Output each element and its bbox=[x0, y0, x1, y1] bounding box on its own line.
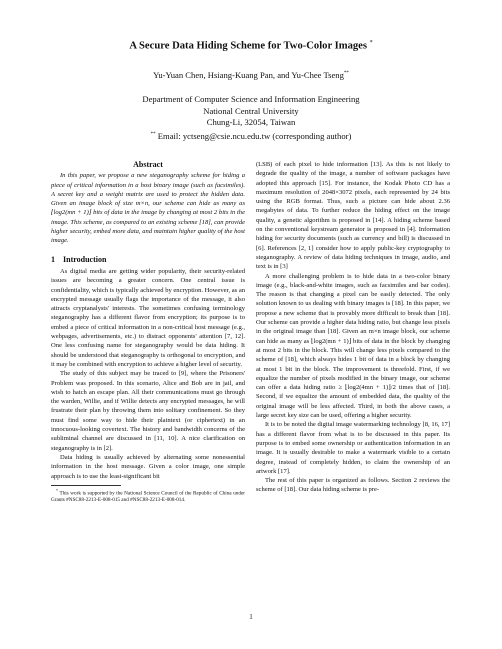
footnote-mark: * bbox=[56, 487, 58, 493]
intro-paragraph: Data hiding is usually achieved by alternating some nonessential information in the host message. Given a color image, one simple approach is to use the least-significant bit bbox=[51, 453, 245, 480]
author-list bbox=[0, 70, 502, 80]
affiliation-department: Department of Computer Science and Information Engineering bbox=[142, 94, 360, 104]
affiliation-email bbox=[0, 129, 502, 142]
intro-paragraph: It is to be noted the digital image watermarking technology [8, 16, 17] has a different flavor from what is to be discussed in this paper. Its purpose is to embed some ownership or authentication information in an image. It is usually desirable to make a watermark visible to a certain degree, instead of completely hidden, to claim the ownership of an artwork [17]. bbox=[256, 421, 450, 475]
intro-paragraph: A more challenging problem is to hide data in a two-color binary image (e.g., black-and-white images, such as facsimiles and bar codes). The reason is that changing a pixel can be easily detected. The only solution known to us dealing with binary images is [18]. In this paper, we propose a new scheme that is provably more difficult to break than [18]. Our scheme can provide a higher data hiding ratio, but change less pixels in the original image than [18]. Given an m×n image block, our scheme can hide as many as ⌊log2(mn + 1)⌋ bits of data in the block by changing at most 2 bits in the block. This will change less pixels compared to the scheme of [18], which always hides 1 bit of data in a block by changing at most 1 bit in the block. The improvement is threefold. First, if we equalize the number of pixels modified in the binary image, our scheme can offer a data hiding ratio ≥ ⌊log2(4mn + 1)⌋/2 times that of [18]. Second, if we equalize the amount of embedded data, the quality of the original image will be less affected. Third, in both the above cases, a large secret key size can be used, offering a higher security. bbox=[256, 272, 450, 420]
footnote-text: This work is supported by the National Science Council of the Republic of China under Grants #NSC88-2213-E-008-015 and #NSC88-2213-E-008-014. bbox=[51, 490, 245, 504]
abstract-text: In this paper, we propose a new steganography scheme for hiding a piece of critical information in a host binary image (such as facsimiles). A secret key and a weight matrix are used to protect the hidden data. Given an image block of size m×n, our scheme can hide as many as ⌊log2(mn + 1)⌋ bits of data in the image by changing at most 2 bits in the image. This scheme, as compared to an existing scheme [18], can provide higher security, embed more data, and maintain higher quality of the host image. bbox=[51, 172, 245, 245]
author-names: Yu-Yuan Chen, Hsiang-Kuang Pan, and Yu-Chee Tseng bbox=[153, 70, 344, 80]
left-column bbox=[51, 160, 245, 504]
affiliation-city: Chung-Li, 32054, Taiwan bbox=[206, 117, 296, 127]
page-number: 1 bbox=[249, 613, 253, 621]
right-column bbox=[256, 160, 450, 495]
section-heading-introduction bbox=[51, 255, 245, 264]
affiliation bbox=[0, 94, 502, 142]
affiliation-university: National Central University bbox=[203, 105, 299, 116]
footnote bbox=[51, 488, 245, 504]
section-number: 1 bbox=[51, 254, 55, 264]
intro-paragraph: As digital media are getting wider popularity, their security-related issues are becoming a greater concern. One central issue is confidentiality, which is typically achieved by encryption. However, as an encrypted message usually flags the importance of the message, it also attracts cryptanalysts' interests. The sometimes confusing terminology steganography has a different flavor from encryption; its purpose is to embed a piece of critical information in a non-critical host message (e.g., webpages, advertisements, etc.) to distract opponents' attention [7, 12]. One less confusing name for steganography would be data hiding. It should be understood that steganography is orthogonal to encryption, and it may be combined with encryption to achieve a higher level of security. bbox=[51, 267, 245, 368]
author-mark: ** bbox=[343, 71, 349, 77]
title-text: A Secure Data Hiding Scheme for Two-Color Images bbox=[129, 40, 367, 52]
title-footnote-mark: * bbox=[369, 40, 373, 46]
intro-paragraph: (LSB) of each pixel to hide information [13]. As this is not likely to degrade the quality of the image, a number of software packages have adopted this approach [15]. For instance, the Kodak Photo CD has a maximum resolution of 2048×3072 pixels, each represented by 24 bits using the RGB format. Thus, such a picture can hide about 2.36 megabytes of data. To further reduce the hiding effect on the image quality, a genetic algorithm is proposed in [14]. A hiding scheme based on the conventional keystream generator is proposed in [4]. Information hiding for security documents (such as currency and bill) is discussed in [6]. References [2, 1] consider how to apply public-key cryptography to steganography. A review of data hiding techniques in image, audio, and text is in [3] bbox=[256, 161, 450, 271]
paper-title bbox=[0, 40, 502, 52]
footnote-rule bbox=[51, 485, 121, 486]
intro-paragraph: The study of this subject may be traced to [9], where the Prisoners' Problem was proposed. In this scenario, Alice and Bob are in jail, and wish to hatch an escape plan. All their communications must go through the warden, Willie, and if Willie detects any encrypted messages, he will frustrate their plan by throwing them into solitary confinement. So they must find some way to hide their plaintext (or ciphertext) in an innocuous-looking covertext. The history and bandwidth concerns of the subliminal channel are discussed in [11, 10]. A nice clarification on steganography is in [2]. bbox=[51, 370, 245, 452]
section-title: Introduction bbox=[63, 254, 107, 264]
email-mark: ** bbox=[150, 131, 156, 137]
intro-paragraph: The rest of this paper is organized as follows. Section 2 reviews the scheme of [18]. Our data hiding scheme is pre- bbox=[256, 477, 450, 494]
abstract-heading: Abstract bbox=[133, 160, 163, 169]
email-text: Email: yctseng@csie.ncu.edu.tw (corresponding author) bbox=[157, 130, 352, 141]
